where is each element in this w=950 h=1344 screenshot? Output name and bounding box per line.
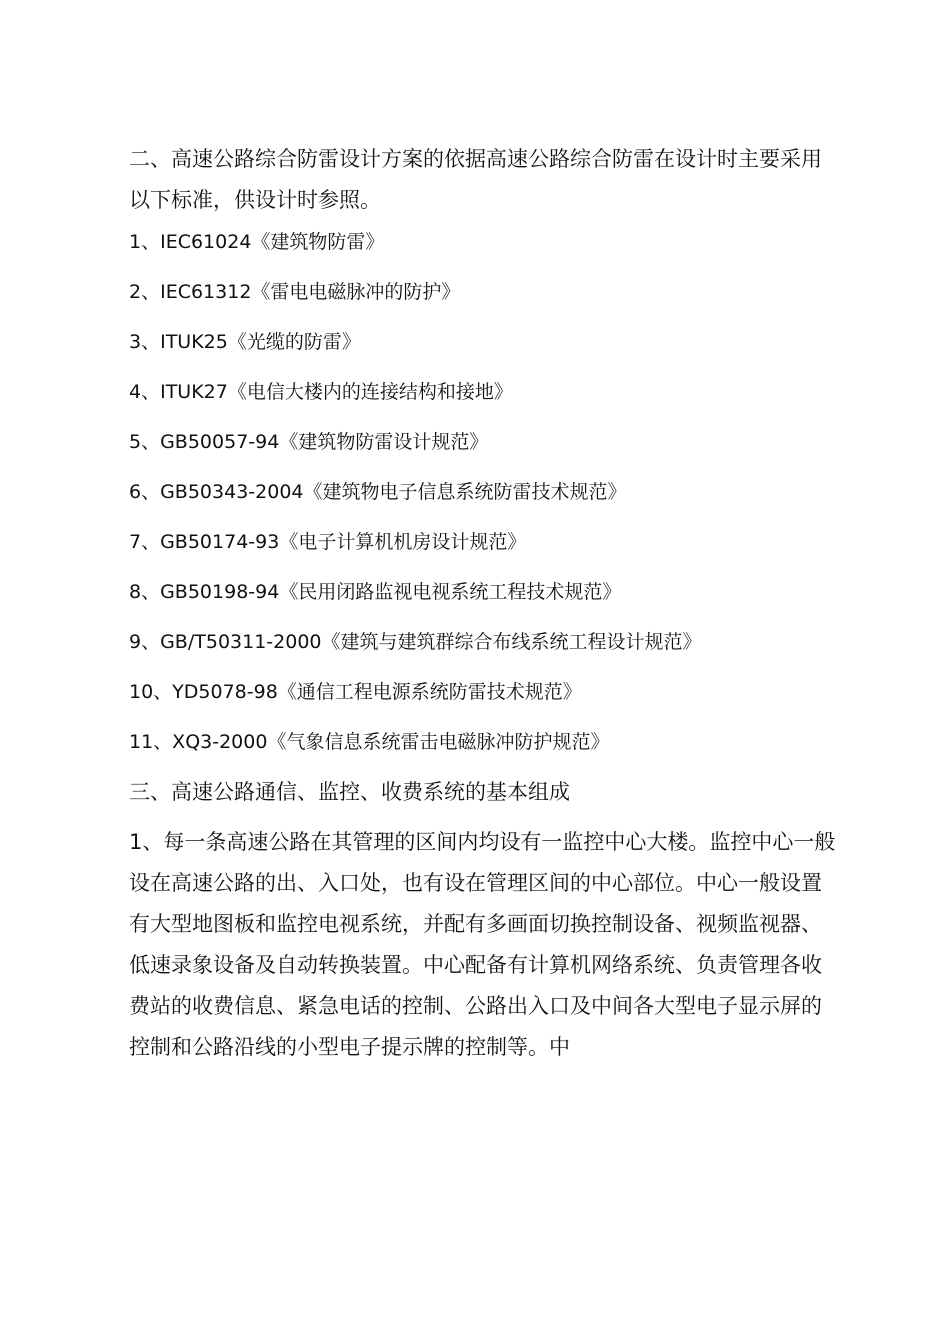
list-item: 1、IEC61024《建筑物防雷》 — [129, 231, 385, 253]
list-item: 10、YD5078-98《通信工程电源系统防雷技术规范》 — [129, 681, 582, 703]
list-item: 9、GB/T50311-2000《建筑与建筑群综合布线系统工程设计规范》 — [129, 631, 702, 653]
list-item: 3、ITUK25《光缆的防雷》 — [129, 331, 361, 353]
list-item: 7、GB50174-93《电子计算机机房设计规范》 — [129, 531, 527, 553]
list-item: 2、IEC61312《雷电电磁脉冲的防护》 — [129, 281, 461, 303]
section-three-heading: 三、高速公路通信、监控、收费系统的基本组成 — [129, 780, 570, 804]
list-item: 8、GB50198-94《民用闭路监视电视系统工程技术规范》 — [129, 581, 622, 603]
list-item: 11、XQ3-2000《气象信息系统雷击电磁脉冲防护规范》 — [129, 731, 610, 753]
section-three-paragraph: 1、每一条高速公路在其管理的区间内均设有一监控中心大楼。监控中心一般设在高速公路的出、入口处，也有设在管理区间的中心部位。中心一般设置有大型地图板和监控电视系统，并配有多画面切换控制设备、视频监视器、低速录象设备及自动转换装置。中心配备有计算机网络系统、负责管理各收费站的收费信息、紧急电话的控制、公路出入口及中间各大型电子显示屏的控制和公路沿线的小型电子提示牌的控制等。中 — [129, 830, 836, 1059]
list-item: 5、GB50057-94《建筑物防雷设计规范》 — [129, 431, 489, 453]
list-item: 4、ITUK27《电信大楼内的连接结构和接地》 — [129, 381, 513, 403]
section-two-heading: 二、高速公路综合防雷设计方案的依据高速公路综合防雷在设计时主要采用以下标准，供设计时参照。 — [129, 147, 822, 212]
section-three — [129, 780, 839, 1068]
standards-list — [129, 230, 839, 755]
document-content — [129, 139, 839, 1068]
list-item: 6、GB50343-2004《建筑物电子信息系统防雷技术规范》 — [129, 481, 627, 503]
